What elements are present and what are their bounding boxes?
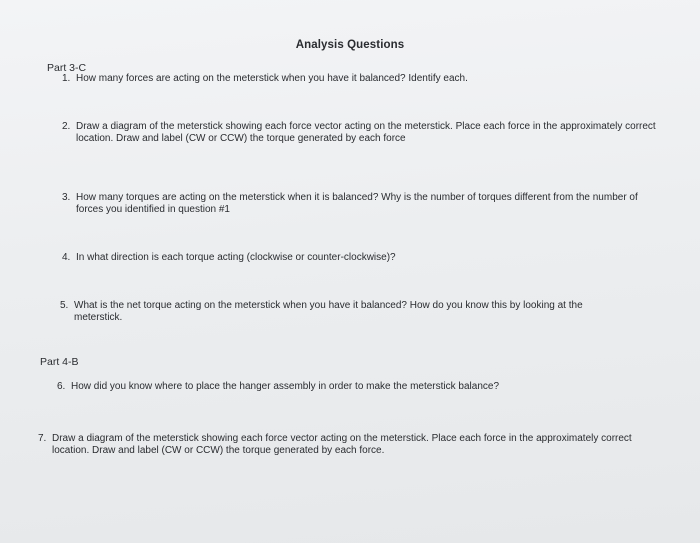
question-text: How many forces are acting on the meterstick when you have it balanced? Identify each. — [76, 73, 468, 84]
question-6 — [57, 381, 557, 393]
question-2 — [62, 121, 660, 145]
question-5 — [60, 300, 620, 324]
question-number: 2. — [62, 121, 71, 132]
part-4b-heading: Part 4-B — [40, 356, 79, 368]
page-title: Analysis Questions — [295, 39, 405, 51]
question-7 — [38, 433, 650, 457]
question-text: What is the net torque acting on the meterstick when you have it balanced? How do you know this by looking at the meterstick. — [74, 300, 583, 323]
question-3 — [62, 192, 666, 216]
question-number: 7. — [38, 433, 47, 444]
question-number: 1. — [62, 73, 71, 84]
question-number: 3. — [62, 192, 71, 203]
question-text: How did you know where to place the hanger assembly in order to make the meterstick balance? — [71, 381, 500, 392]
question-text: Draw a diagram of the meterstick showing each force vector acting on the meterstick. Place each force in the approximately correct location. Draw and label (CW or CCW) the torque generated by each force. — [52, 433, 632, 456]
question-text: How many torques are acting on the meterstick when it is balanced? Why is the number of torques different from the number of forces you identified in question #1 — [76, 192, 638, 215]
question-number: 4. — [62, 252, 71, 263]
question-number: 6. — [57, 381, 66, 392]
part-3c-heading: Part 3-C — [47, 62, 87, 74]
question-1 — [62, 73, 502, 85]
question-4 — [62, 252, 482, 264]
question-number: 5. — [60, 300, 69, 311]
question-text: Draw a diagram of the meterstick showing each force vector acting on the meterstick. Place each force in the approximately correct location. Draw and label (CW or CCW) the torque generated by each force — [76, 121, 656, 144]
question-text: In what direction is each torque acting (clockwise or counter-clockwise)? — [76, 252, 396, 263]
